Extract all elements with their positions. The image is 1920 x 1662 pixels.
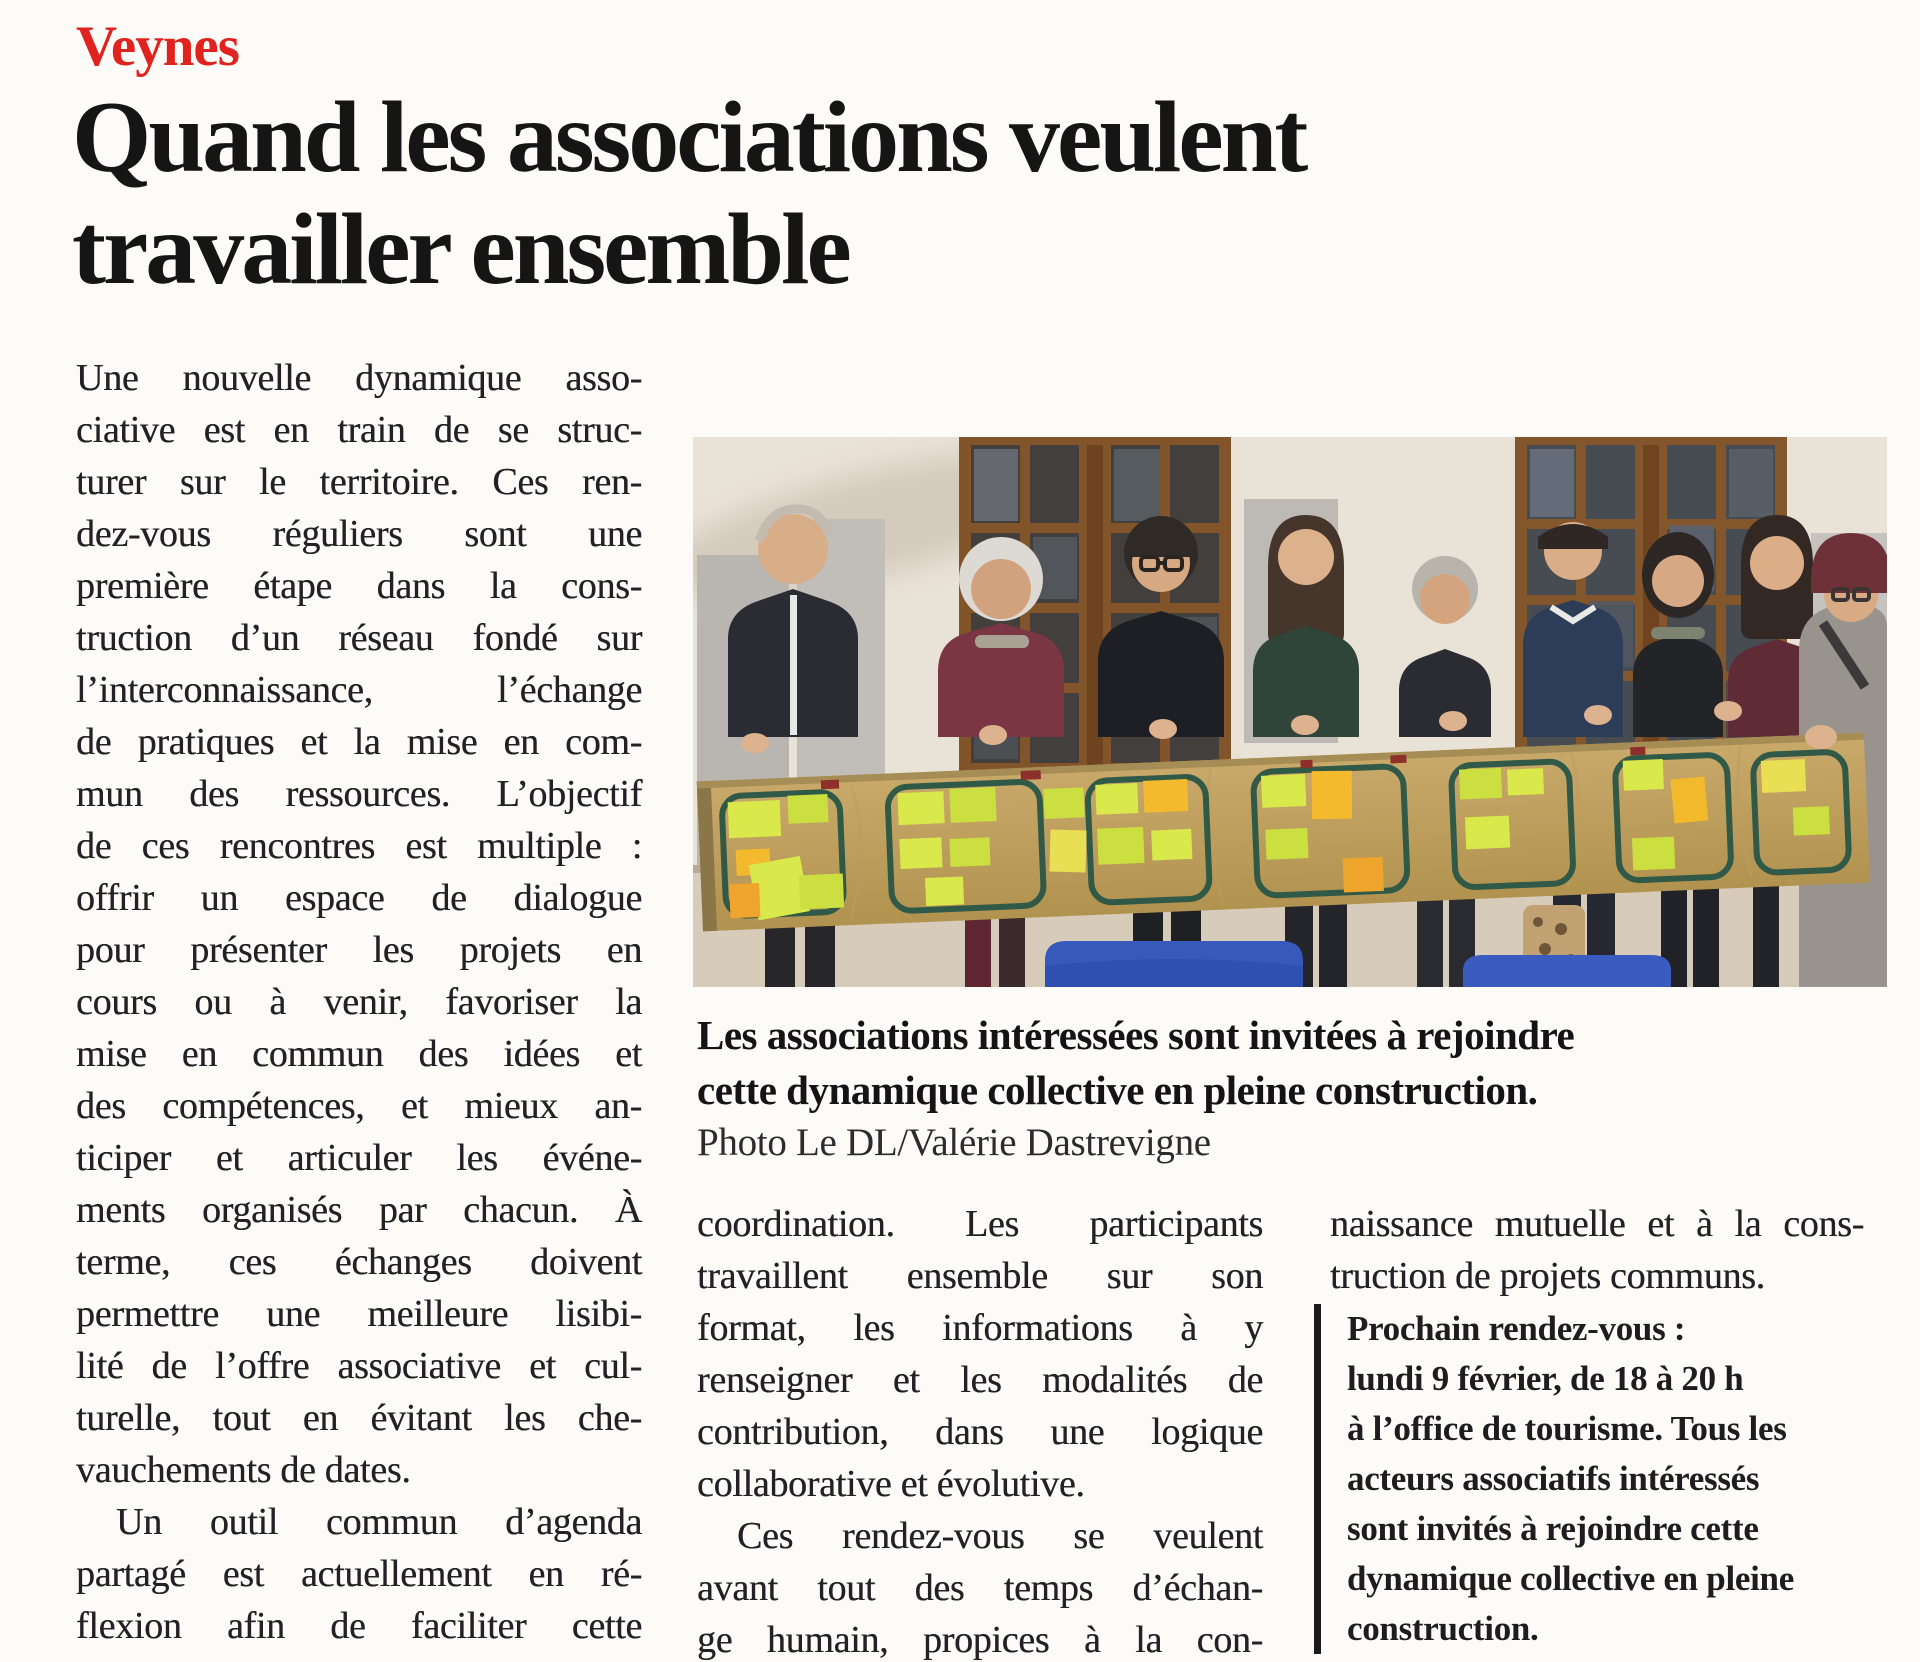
text-line: à l’office de tourisme. Tous les	[1347, 1409, 1787, 1448]
text-line: ticiper et articuler les événe-	[76, 1137, 642, 1179]
text-line: truction de projets communs.	[1330, 1255, 1765, 1297]
text-line: dynamique collective en pleine	[1347, 1559, 1794, 1598]
text-line: Une nouvelle dynamique asso-	[76, 357, 642, 399]
text-line: lité de l’offre associative et cul-	[76, 1345, 642, 1387]
article-column-1	[76, 352, 642, 1652]
text-line: turelle, tout en évitant les che-	[76, 1397, 642, 1439]
text-line: ciative est en train de se struc-	[76, 409, 642, 451]
text-line: première étape dans la cons-	[76, 565, 642, 607]
text-line: mise en commun des idées et	[76, 1033, 642, 1075]
text-line: l’interconnaissance, l’échange	[76, 669, 642, 711]
caption-line-1: Les associations intéressées sont invitées à rejoindre	[697, 1012, 1575, 1058]
text-line: collaborative et évolutive.	[697, 1463, 1085, 1505]
text-line: avant tout des temps d’échan-	[697, 1567, 1263, 1609]
next-meeting-box	[1314, 1304, 1864, 1654]
section-kicker: Veynes	[76, 15, 239, 78]
text-line: terme, ces échanges doivent	[76, 1241, 642, 1283]
photo-caption	[697, 1008, 1757, 1118]
text-line: truction d’un réseau fondé sur	[76, 617, 642, 659]
text-line: cours ou à venir, favoriser la	[76, 981, 642, 1023]
text-line: coordination. Les participants	[697, 1203, 1263, 1245]
text-line: de pratiques et la mise en com-	[76, 721, 642, 763]
text-line: pour présenter les projets en	[76, 929, 642, 971]
text-line: flexion afin de faciliter cette	[76, 1605, 642, 1647]
text-line: naissance mutuelle et à la cons-	[1330, 1203, 1864, 1245]
text-line: Ces rendez-vous se veulent	[737, 1515, 1263, 1557]
text-line: mun des ressources. L’objectif	[76, 773, 642, 815]
headline-line-1: Quand les associations veulent	[72, 81, 1306, 194]
text-line: permettre une meilleure lisibi-	[76, 1293, 642, 1335]
text-line: des compétences, et mieux an-	[76, 1085, 642, 1127]
text-line: offrir un espace de dialogue	[76, 877, 642, 919]
article-column-3	[1330, 1198, 1864, 1654]
caption-line-2: cette dynamique collective en pleine construction.	[697, 1067, 1538, 1113]
photo-credit: Photo Le DL/Valérie Dastrevigne	[697, 1121, 1211, 1164]
text-line: ge humain, propices à la con-	[697, 1619, 1263, 1661]
text-line: vauchements de dates.	[76, 1449, 411, 1491]
text-line: contribution, dans une logique	[697, 1411, 1263, 1453]
text-line: turer sur le territoire. Ces ren-	[76, 461, 642, 503]
article-photo	[693, 437, 1887, 987]
article-column-2	[697, 1198, 1263, 1662]
text-line: de ces rencontres est multiple :	[76, 825, 642, 867]
text-line: construction.	[1347, 1609, 1539, 1648]
text-line: sont invités à rejoindre cette	[1347, 1509, 1759, 1548]
column-3-text	[1330, 1198, 1864, 1302]
article-photo-illustration	[693, 437, 1887, 987]
text-line: Prochain rendez-vous :	[1347, 1309, 1686, 1348]
text-line: acteurs associatifs intéressés	[1347, 1459, 1760, 1498]
text-line: lundi 9 février, de 18 à 20 h	[1347, 1359, 1744, 1398]
article-headline	[72, 82, 1305, 306]
text-line: partagé est actuellement en ré-	[76, 1553, 642, 1595]
text-line: travaillent ensemble sur son	[697, 1255, 1263, 1297]
text-line: ments organisés par chacun. À	[76, 1189, 642, 1231]
text-line: renseigner et les modalités de	[697, 1359, 1263, 1401]
text-line: Un outil commun d’agenda	[116, 1501, 642, 1543]
text-line: dez-vous réguliers sont une	[76, 513, 642, 555]
headline-line-2: travailler ensemble	[72, 193, 849, 306]
text-line: format, les informations à y	[697, 1307, 1263, 1349]
